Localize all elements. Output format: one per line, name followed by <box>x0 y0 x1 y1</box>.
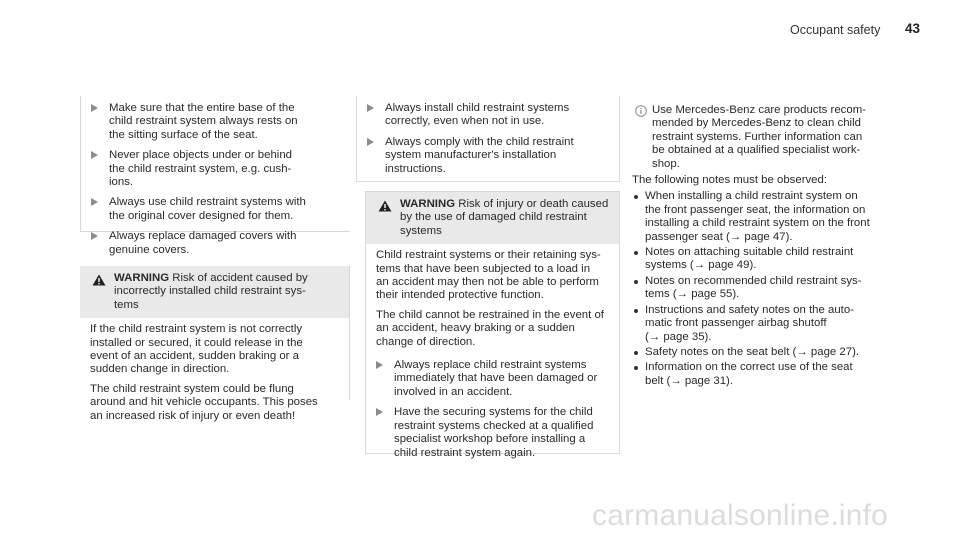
text-line: Always replace child restraint systems <box>394 359 587 372</box>
triangle-bullet-icon <box>91 151 98 159</box>
text-line: system manufacturer's installation <box>385 149 557 162</box>
warning-triangle-icon <box>92 274 106 286</box>
text-line: If the child restraint system is not correctly <box>90 323 303 336</box>
text-line: mended by Mercedes-Benz to clean child <box>652 117 861 130</box>
text-line: immediately that have been damaged or <box>394 372 598 385</box>
text-line: matic front passenger airbag shutoff <box>645 317 827 330</box>
text-line: the sitting surface of the seat. <box>109 128 258 141</box>
text-line: Always comply with the child restraint <box>385 135 574 148</box>
col1-bullet <box>81 230 350 257</box>
list-item <box>632 275 892 302</box>
text-line: child restraint system always rests on <box>109 115 298 128</box>
col2-bullet <box>357 136 619 176</box>
text-line: restraint systems checked at a qualified <box>394 419 594 432</box>
triangle-bullet-icon <box>367 138 374 146</box>
col2-warning-box <box>365 191 620 459</box>
text-line: Always install child restraint systems <box>385 102 570 114</box>
warning-bullet <box>366 359 609 399</box>
notes-heading: The following notes must be observed: <box>632 174 828 187</box>
text-line: child restraint system again. <box>394 446 536 459</box>
text-line: incorrectly installed child restraint sys- <box>114 285 306 298</box>
text-line: systems <box>400 224 442 237</box>
bullet-dot-icon <box>634 309 638 313</box>
col1-bullet <box>81 149 350 189</box>
list-item <box>632 190 892 244</box>
text-line: Child restraint systems or their retaining sys- <box>376 249 601 262</box>
triangle-bullet-icon <box>91 232 98 240</box>
page-reference-link[interactable]: passenger seat (→ page 47). <box>645 230 793 243</box>
text-line: an accident, heavy braking or a sudden <box>376 322 575 335</box>
col2-bullet <box>357 102 619 129</box>
page-reference-link[interactable]: (→ page 35). <box>645 330 712 343</box>
text-line: sudden change in direction. <box>90 363 230 376</box>
warning-paragraph <box>376 309 609 349</box>
text-line: instructions. <box>385 162 446 175</box>
text-line: around and hit vehicle occupants. This poses <box>90 396 318 409</box>
warning-header <box>80 266 349 318</box>
list-item <box>632 346 892 359</box>
text-line: an increased risk of injury or even death! <box>90 409 296 422</box>
text-line: tems that have been subjected to a load in <box>376 262 591 275</box>
text-line: specialist workshop before installing a <box>394 433 586 446</box>
info-icon <box>635 105 647 117</box>
text-line: The child cannot be restrained in the event of <box>376 308 604 321</box>
text-line: event of an accident, sudden braking or a <box>90 350 299 363</box>
page-reference-link[interactable]: Safety notes on the seat belt (→ page 27). <box>645 345 860 358</box>
text-line: installed or secured, it could release in the <box>90 336 303 349</box>
text-line: by the use of damaged child restraint <box>400 211 587 224</box>
info-note <box>632 104 892 171</box>
text-line: change of direction. <box>376 335 476 348</box>
warning-label: WARNING <box>114 272 170 284</box>
list-item <box>632 304 892 344</box>
triangle-bullet-icon <box>367 104 374 112</box>
text-line: restraint systems. Further information can <box>652 130 863 143</box>
text-line: Risk of accident caused by <box>172 272 308 284</box>
text-line: the original cover designed for them. <box>109 209 294 222</box>
bullet-dot-icon <box>634 351 638 355</box>
warning-paragraph <box>90 383 339 423</box>
triangle-bullet-icon <box>376 408 383 416</box>
warning-bullet <box>366 406 609 460</box>
text-line: ions. <box>109 176 134 189</box>
warning-triangle-icon <box>378 200 392 212</box>
triangle-bullet-icon <box>91 198 98 206</box>
text-line: the child restraint system, e.g. cush- <box>109 162 292 175</box>
col1-bullet <box>81 102 350 142</box>
notes-list <box>632 190 892 388</box>
bullet-dot-icon <box>634 280 638 284</box>
text-line: Instructions and safety notes on the auto- <box>645 303 854 316</box>
page-reference-link[interactable]: belt (→ page 31). <box>645 374 734 387</box>
text-line: their intended protective function. <box>376 289 544 302</box>
triangle-bullet-icon <box>91 104 98 112</box>
text-line: correctly, even when not in use. <box>385 115 545 128</box>
bullet-dot-icon <box>634 251 638 255</box>
warning-body <box>366 244 619 473</box>
text-line: Notes on attaching suitable child restraint <box>645 246 854 259</box>
bullet-dot-icon <box>634 366 638 370</box>
watermark: carmanualsonline.info <box>592 499 889 532</box>
text-line: Always replace damaged covers with <box>109 230 297 243</box>
warning-label: WARNING <box>400 198 456 210</box>
text-line: Notes on recommended child restraint sys- <box>645 274 862 287</box>
bullet-dot-icon <box>634 195 638 199</box>
warning-paragraph <box>376 249 609 303</box>
warning-paragraph <box>90 323 339 377</box>
text-line: be obtained at a qualified specialist work- <box>652 144 861 157</box>
page-number: 43 <box>905 21 921 36</box>
text-line: installing a child restraint system on the front <box>645 217 870 230</box>
list-item <box>632 361 892 388</box>
text-line: the front passenger seat, the information on <box>645 203 866 216</box>
text-line: The child restraint system could be flung <box>90 382 294 395</box>
text-line: involved in an accident. <box>394 385 513 398</box>
text-line: genuine covers. <box>109 243 190 256</box>
page-reference-link[interactable]: tems (→ page 55). <box>645 288 740 301</box>
text-line: When installing a child restraint system on <box>645 190 858 203</box>
warning-body <box>80 318 349 435</box>
text-line: shop. <box>652 157 680 170</box>
col3-content <box>632 104 892 390</box>
col1-tips-box <box>80 96 350 256</box>
text-line: Never place objects under or behind <box>109 149 292 162</box>
page-reference-link[interactable]: systems (→ page 49). <box>645 259 757 272</box>
text-line: Use Mercedes-Benz care products recom- <box>652 104 866 116</box>
text-line: Risk of injury or death caused <box>458 198 609 210</box>
col2-tips-box <box>356 96 620 182</box>
col1-warning-box <box>80 266 350 422</box>
col1-bullet <box>81 196 350 223</box>
warning-header <box>366 192 619 244</box>
text-line: Have the securing systems for the child <box>394 406 593 419</box>
triangle-bullet-icon <box>376 361 383 369</box>
text-line: Make sure that the entire base of the <box>109 102 295 114</box>
list-item <box>632 246 892 273</box>
text-line: tems <box>114 298 139 311</box>
section-title: Occupant safety <box>790 23 881 37</box>
text-line: Information on the correct use of the seat <box>645 361 853 374</box>
text-line: an accident may then not be able to perform <box>376 276 599 289</box>
text-line: Always use child restraint systems with <box>109 196 306 209</box>
